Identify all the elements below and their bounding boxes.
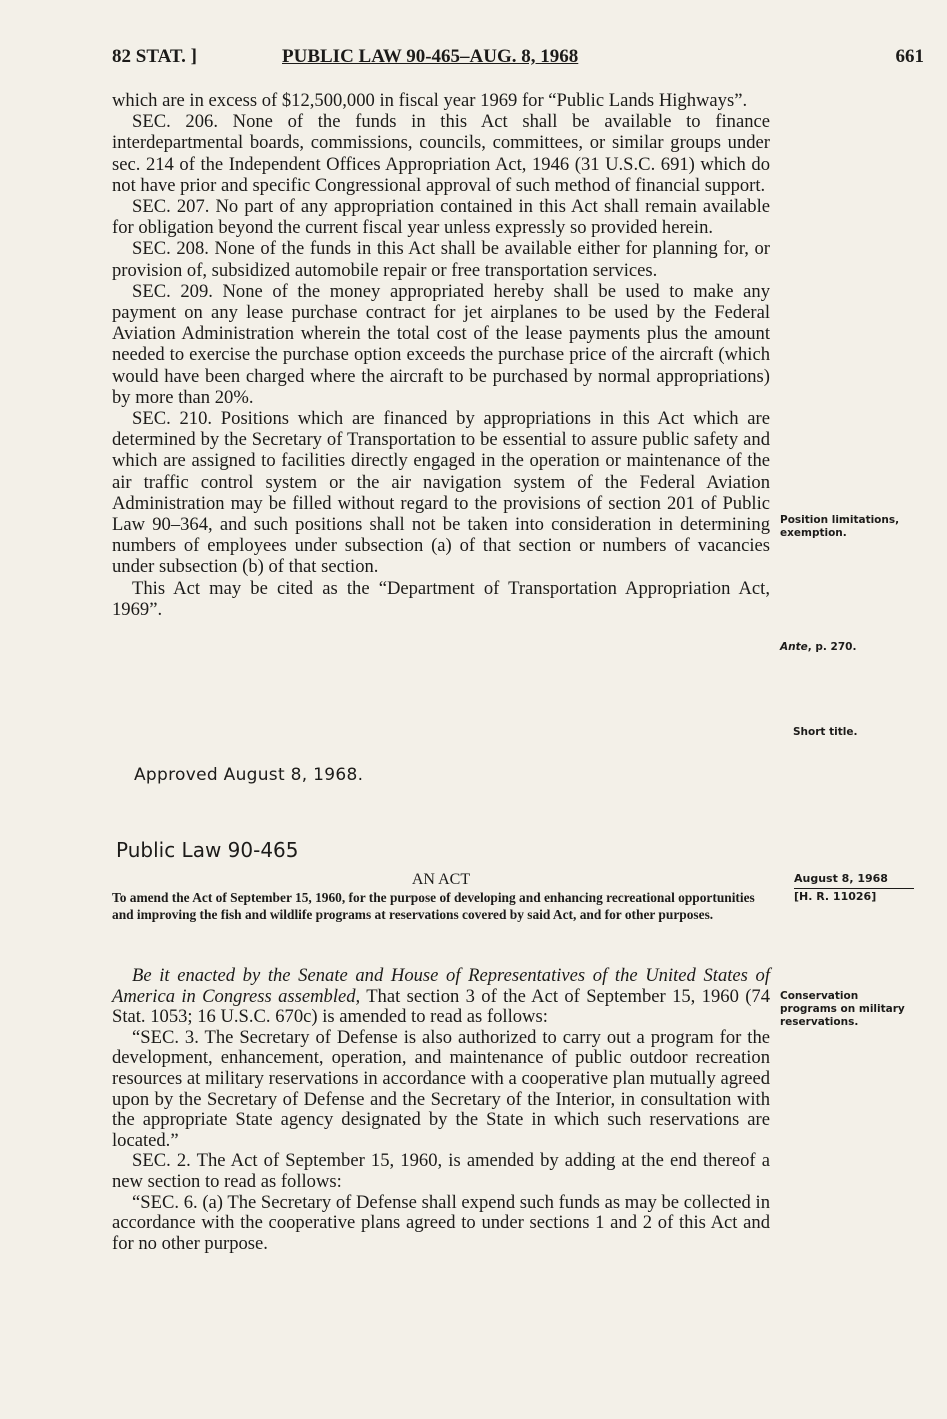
enacting-paragraph xyxy=(112,966,770,1028)
paragraph-highways: which are in excess of $12,500,000 in fiscal year 1969 for “Public Lands Highways”. xyxy=(112,90,748,111)
margin-note-position-limitations: Position limitations, exemption. xyxy=(780,514,900,539)
margin-note-short-title: Short title. xyxy=(793,726,858,738)
page-number: 661 xyxy=(895,46,924,67)
bill-number: [H. R. 11026] xyxy=(794,888,914,904)
ante-word: Ante xyxy=(780,641,808,653)
enacting-clause: Be it enacted by the Senate and House of Representatives of the United States of America in Congress assembled, xyxy=(112,965,770,1007)
paragraph-sec-209: SEC. 209. None of the money appropriated hereby shall be used to make any payment on any lease purchase contract for jet airplanes to be used by the Federal Aviation Administration wherein the total cost of the lease payments plus the amount needed to exercise the purchase option exceeds the purchase price of the aircraft (which would have been charged where the aircraft to be purchased by normal appropriations) by more than 20%. xyxy=(112,280,770,408)
margin-note-ante xyxy=(780,641,920,654)
paragraph-new-sec-6: “SEC. 6. (a) The Secretary of Defense shall expend such funds as may be collected in accordance with the cooperative plans agreed to under sections 1 and 2 of this Act and for no other purpose. xyxy=(112,1191,770,1254)
continued-sections xyxy=(112,90,770,620)
paragraph-sec-210: SEC. 210. Positions which are financed by appropriations in this Act which are determined by the Secretary of Transportation to be essential to assure public safety and which are assigned to facilities directly engaged in the operation or maintenance of the air traffic control system or the air navigation system of the Federal Aviation Administration may be filled without regard to the provisions of section 201 of Public Law 90–364, and such positions shall not be taken into consideration in determining numbers of employees under subsection (a) of that section or numbers of vacancies under subsection (b) of that section. xyxy=(112,408,770,578)
public-law-title: Public Law 90-465 xyxy=(116,838,299,862)
margin-note-date xyxy=(794,872,914,904)
statute-volume: 82 STAT. ] xyxy=(112,46,197,67)
paragraph-new-sec-3: “SEC. 3. The Secretary of Defense is also authorized to carry out a program for the development, enhancement, operation, and maintenance of public outdoor recreation resources at military reservations in accordance with a cooperative plan mutually agreed upon by the Secretary of Defense and the Secretary of the Interior, in consultation with the appropriate State agency designated by the State in which such reservations are located.” xyxy=(112,1026,770,1151)
enacting-rest: That section 3 of the Act of September 15, 1960 (74 Stat. 1053; 16 U.S.C. 670c) is amended to read as follows: xyxy=(112,985,770,1028)
an-act-heading: AN ACT xyxy=(411,871,471,888)
act-purpose: To amend the Act of September 15, 1960, for the purpose of developing and enhancing recreational opportunities and improving the fish and wildlife programs at reservations covered by said Act, and for other purposes. xyxy=(112,890,755,922)
paragraph-sec-208: SEC. 208. None of the funds in this Act shall be available either for planning for, or provision of, subsidized automobile repair or free transportation services. xyxy=(112,238,770,281)
approval-date-note: August 8, 1968 xyxy=(794,872,888,885)
paragraph-sec-206: SEC. 206. None of the funds in this Act shall be available to finance interdepartmental boards, commissions, councils, committees, or similar groups under sec. 214 of the Independent Offices Appropriation Act, 1946 (31 U.S.C. 691) which do not have prior and specific Congressional approval of such method of financial support. xyxy=(112,111,770,196)
header-law-title: PUBLIC LAW 90-465–AUG. 8, 1968 xyxy=(282,46,579,67)
margin-note-conservation: Conservation programs on military reservations. xyxy=(780,990,905,1028)
paragraph-sec-2: SEC. 2. The Act of September 15, 1960, is amended by adding at the end thereof a new section to read as follows: xyxy=(112,1150,770,1192)
paragraph-short-title: This Act may be cited as the “Department of Transportation Appropriation Act, 1969”. xyxy=(112,577,770,620)
enacted-text xyxy=(112,966,770,1254)
paragraph-sec-207: SEC. 207. No part of any appropriation contained in this Act shall remain available for obligation beyond the current fiscal year unless expressly so provided herein. xyxy=(112,196,770,239)
ante-page: , p. 270. xyxy=(807,641,857,653)
approval-date: Approved August 8, 1968. xyxy=(134,765,364,785)
running-header xyxy=(112,46,924,74)
